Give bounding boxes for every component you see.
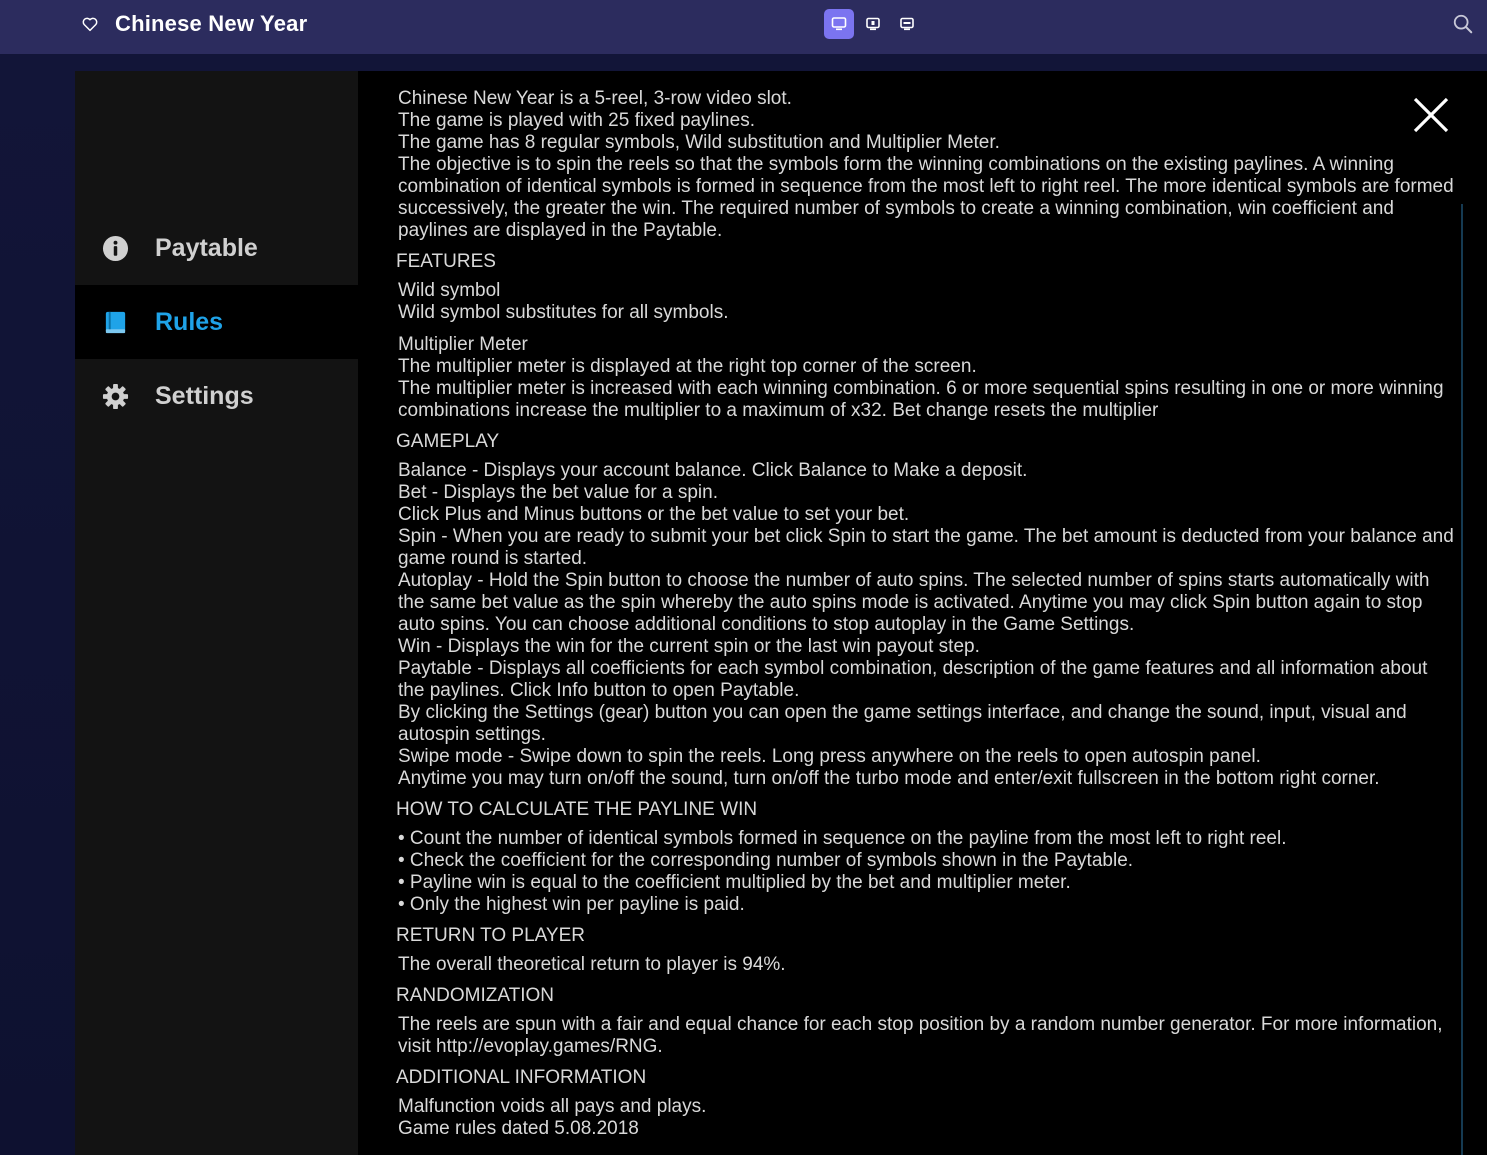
- desktop-view-button[interactable]: [824, 9, 854, 39]
- mobile-view-icon: [899, 16, 915, 32]
- additional-line: Malfunction voids all pays and plays.: [398, 1096, 707, 1117]
- additional-line: Game rules dated 5.08.2018: [398, 1118, 639, 1139]
- section-heading: HOW TO CALCULATE THE PAYLINE WIN: [396, 799, 758, 820]
- feature-title: Multiplier Meter: [398, 334, 528, 355]
- desktop-view-icon: [831, 16, 847, 32]
- feature-title: Wild symbol: [398, 280, 501, 301]
- mobile-view-button[interactable]: [892, 9, 922, 39]
- info-icon: [102, 235, 129, 262]
- feature-text: The multiplier meter is increased with each winning combination. 6 or more sequential spins resulting in one or more winning combinations increase the multiplier to a maximum of x32. Bet change resets the multiplier: [398, 378, 1444, 421]
- section-heading: RETURN TO PLAYER: [396, 925, 585, 946]
- rtp-text: The overall theoretical return to player is 94%.: [398, 954, 786, 975]
- gameplay-line: Autoplay - Hold the Spin button to choose the number of auto spins. The selected number of spins starts automatically with the same bet value as the spin whereby the auto spins mode is activated. Anytime you may click Spin button again to stop auto spins. You can choose additional conditions to stop autoplay in the Game Settings.: [398, 570, 1430, 635]
- gameplay-line: Bet - Displays the bet value for a spin.: [398, 482, 718, 503]
- payline-line: • Count the number of identical symbols formed in sequence on the payline from the most left to right reel.: [398, 828, 1287, 849]
- section-heading: RANDOMIZATION: [396, 985, 554, 1006]
- section-heading: FEATURES: [396, 251, 496, 272]
- gameplay-line: Swipe mode - Swipe down to spin the reels. Long press anywhere on the reels to open autospin panel.: [398, 746, 1261, 767]
- feature-text: The multiplier meter is displayed at the right top corner of the screen.: [398, 356, 977, 377]
- tablet-view-button[interactable]: [858, 9, 888, 39]
- intro-line: Chinese New Year is a 5-reel, 3-row video slot.: [398, 88, 792, 109]
- random-text: The reels are spun with a fair and equal chance for each stop position by a random number generator. For more information, visit http://evoplay.games/RNG.: [398, 1014, 1443, 1057]
- search-icon[interactable]: [1452, 13, 1474, 35]
- gameplay-line: Win - Displays the win for the current spin or the last win payout step.: [398, 636, 980, 657]
- top-bar: [0, 0, 1487, 54]
- section-heading: GAMEPLAY: [396, 431, 500, 452]
- tablet-view-icon: [865, 16, 881, 32]
- book-icon: [102, 309, 129, 336]
- sidebar-item-paytable[interactable]: [75, 211, 358, 285]
- payline-line: • Payline win is equal to the coefficient multiplied by the bet and multiplier meter.: [398, 872, 1071, 893]
- rules-content[interactable]: [358, 71, 1487, 1155]
- heart-icon[interactable]: [81, 15, 99, 33]
- feature-text: Wild symbol substitutes for all symbols.: [398, 302, 729, 323]
- payline-line: • Check the coefficient for the corresponding number of symbols shown in the Paytable.: [398, 850, 1134, 871]
- gameplay-line: Balance - Displays your account balance. Click Balance to Make a deposit.: [398, 460, 1028, 481]
- intro-line: The game is played with 25 fixed paylines.: [398, 110, 755, 131]
- sidebar-item-label: Rules: [155, 307, 224, 336]
- scrollbar[interactable]: [1461, 204, 1463, 1155]
- gameplay-line: Spin - When you are ready to submit your bet click Spin to start the game. The bet amount is deducted from your balance and game round is started.: [398, 526, 1454, 569]
- close-icon[interactable]: [1409, 93, 1453, 137]
- gameplay-line: Click Plus and Minus buttons or the bet value to set your bet.: [398, 504, 910, 525]
- sidebar: [75, 71, 358, 1155]
- gear-icon: [102, 383, 129, 410]
- section-heading: ADDITIONAL INFORMATION: [396, 1067, 647, 1088]
- intro-line: The game has 8 regular symbols, Wild substitution and Multiplier Meter.: [398, 132, 1000, 153]
- sidebar-item-rules[interactable]: [75, 285, 358, 359]
- payline-line: • Only the highest win per payline is paid.: [398, 894, 745, 915]
- gameplay-line: By clicking the Settings (gear) button you can open the game settings interface, and change the sound, input, visual and autospin settings.: [398, 702, 1407, 745]
- game-title: Chinese New Year: [115, 11, 308, 36]
- sidebar-item-label: Paytable: [155, 233, 258, 262]
- sidebar-item-settings[interactable]: [75, 359, 358, 433]
- gameplay-line: Anytime you may turn on/off the sound, turn on/off the turbo mode and enter/exit fullscreen in the bottom right corner.: [398, 768, 1380, 789]
- gameplay-line: Paytable - Displays all coefficients for each symbol combination, description of the game features and all information about the paylines. Click Info button to open Paytable.: [398, 658, 1428, 701]
- sidebar-item-label: Settings: [155, 381, 254, 410]
- rules-text: [398, 88, 1458, 1140]
- intro-line: The objective is to spin the reels so that the symbols form the winning combinations on the existing paylines. A winning combination of identical symbols is formed in sequence from the most left to right reel. The more identical symbols are formed successively, the greater the win. The required number of symbols to create a winning combination, win coefficient and paylines are displayed in the Paytable.: [398, 154, 1454, 241]
